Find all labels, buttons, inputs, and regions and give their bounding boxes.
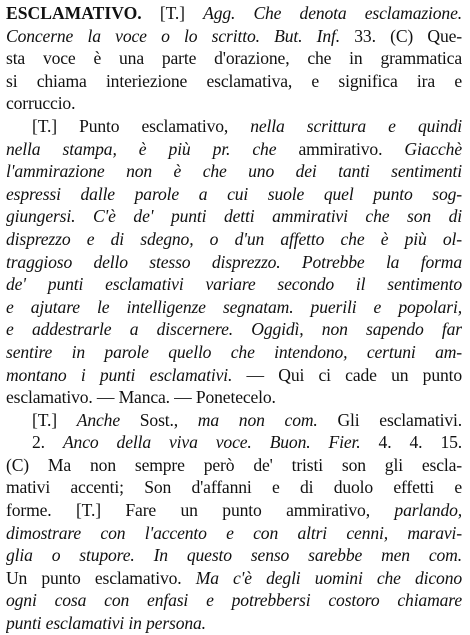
text-segment: esclamativo. — Manca. — Ponetecelo. [6,387,276,408]
text-line [6,205,462,228]
text-line [6,612,462,635]
text-segment: punti esclamativi in persona. [6,613,206,634]
text-segment: disprezzo e di sdegno, o d'un affetto che è più ol- [6,228,462,249]
text-segment: ogni cosa con enfasi e potrebbersi costoro chiamare [6,590,462,611]
text-line [6,431,462,454]
headword: ESCLAMATIVO. [6,3,142,23]
text-segment: e ajutare le intelligenze segnatam. pueril [6,296,352,317]
text-line [6,454,462,477]
text-line [6,251,462,274]
text-line [6,47,462,70]
text-segment: forme. [T.] Fare un punto ammirativo, [6,500,395,521]
text-segment: Sost., [119,409,198,430]
text-segment: nella stampa, è più pr. che [6,138,277,159]
text-segment: [T.] [32,409,77,430]
text-line [6,318,462,341]
dictionary-entry-esclamativo [6,2,462,635]
text-line [6,386,462,409]
text-segment: ma non com. [197,409,318,430]
text-line [6,25,462,48]
text-line [6,567,462,590]
text-segment: espressi dalle parole a cui suole quel punto sog- [6,183,462,204]
text-segment: 33. (C) Que- [340,25,462,46]
text-segment: Agg. Che denota esclamazione. [203,3,462,23]
text-segment: mativi accenti; Son d'affanni e di duolo effetti e [6,477,462,498]
text-segment: si chiama interiezione esclamativa, e significa ira e [6,70,462,91]
text-segment: de' punti esclamativi variare secondo il sentimento [6,274,462,295]
text-line [6,499,462,522]
text-segment: nella scrittura e quindi [250,115,462,136]
text-line [6,296,462,319]
text-segment: — Qui ci cade un punto [232,364,462,385]
text-segment: corruccio. [6,93,76,114]
text-segment: (C) Ma non sempre però de' tristi son gli escla- [6,454,462,475]
text-segment: i e popolari, [351,296,462,317]
text-line [6,92,462,115]
text-segment: dimostrare con l'accento e con altri cenni, maravi- [6,522,462,543]
text-segment: 4. 4. 15. [360,432,462,453]
text-segment: sta voce è una parte d'orazione, che in grammatica [6,48,462,69]
text-line [6,183,462,206]
text-segment: [T.] Punto esclamativo, [32,115,251,136]
text-line [6,476,462,499]
text-segment: Giacchè [404,138,462,159]
text-line [6,70,462,93]
text-line [6,273,462,296]
text-line [6,364,462,387]
text-segment: Un punto esclamativo. [6,567,196,588]
text-segment: giungersi. C'è de' punti detti ammirativi che son di [6,206,462,227]
text-segment: Anche [76,409,120,430]
text-segment: Anco della viva voce. Buon. Fier. [62,432,361,453]
text-segment: [T.] [141,3,204,23]
text-segment: sentire in parole quello che intendono, certuni am- [6,341,462,362]
text-segment: traggioso dello stesso disprezzo. Potrebbe la forma [6,251,462,272]
text-line [6,522,462,545]
text-line [6,228,462,251]
text-segment: l'ammirazione non è che uno dei tanti sentimenti [6,161,462,182]
text-segment: 2. [32,432,63,453]
text-segment: parlando, [394,500,462,521]
text-line [6,341,462,364]
text-segment: Gli esclamativi. [317,409,462,430]
text-segment: Ma c'è degli uomini che dicono [195,567,462,588]
text-segment: montano i punti esclamativi. [6,364,233,385]
text-segment: ammirativo. [276,138,405,159]
text-line [6,2,462,25]
text-line [6,409,462,432]
text-segment: e addestrarle a discernere. Oggidì, non sapendo far [6,319,462,340]
text-segment: glia o stupore. In questo senso sarebbe men com. [6,545,462,566]
text-segment: Concerne la voce o lo scritto. But. Inf. [6,25,340,46]
text-line [6,160,462,183]
text-line [6,138,462,161]
text-line [6,544,462,567]
text-line [6,589,462,612]
text-line [6,115,462,138]
